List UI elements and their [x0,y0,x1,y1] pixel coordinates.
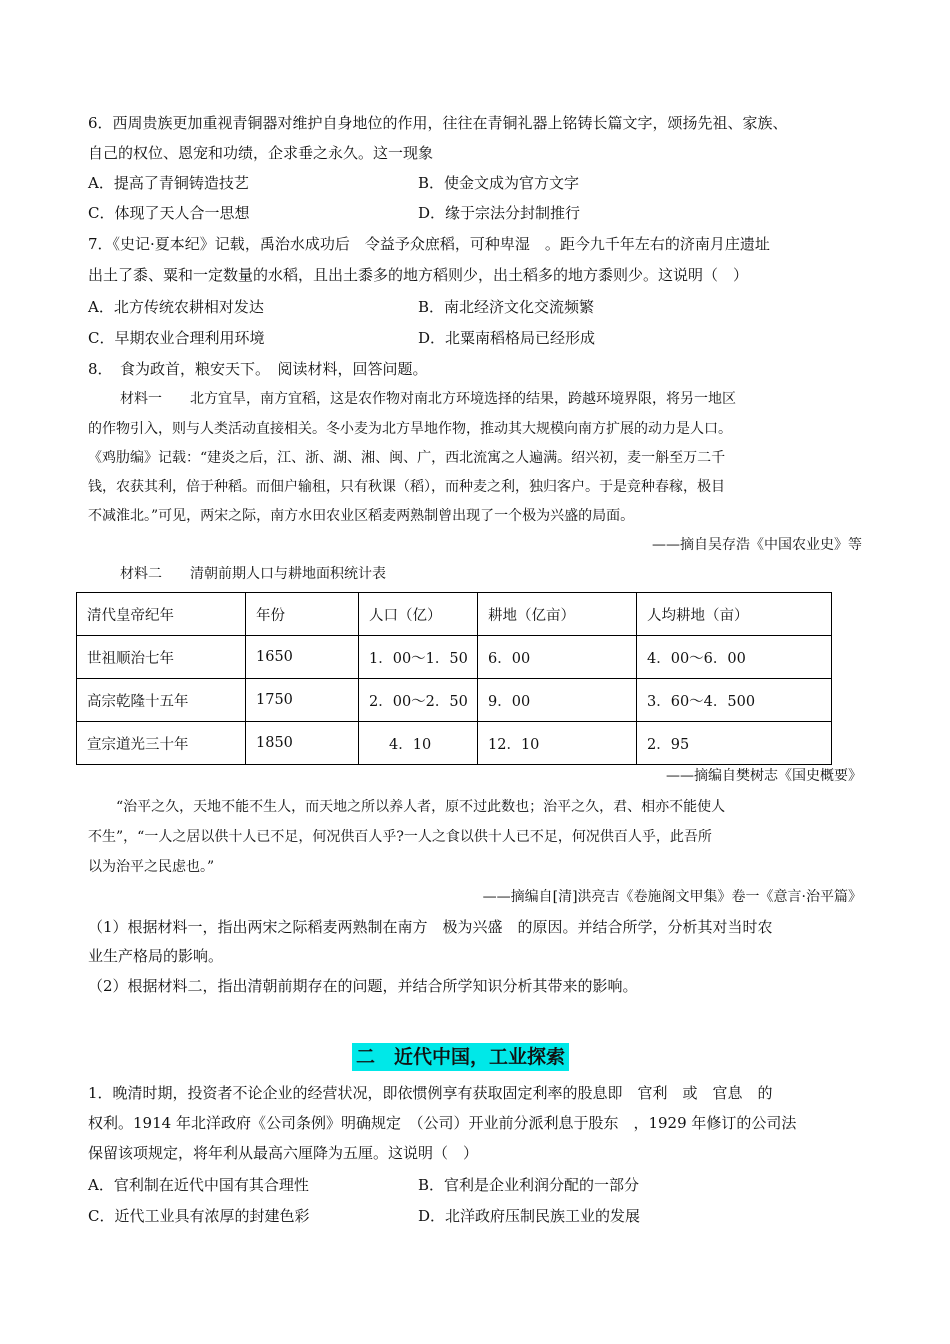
population-farmland-table [76,592,832,765]
q6-stem-line2: 自己的权位、恩宠和功绩，企求垂之永久。这一现象 [88,144,434,162]
table-cell: 1650 [246,636,359,679]
q7-option-a[interactable]: A．北方传统农耕相对发达 [88,298,264,316]
section-title: 二 近代中国，工业探索 [352,1043,569,1071]
q6-option-d[interactable]: D．缘于宗法分封制推行 [418,204,581,222]
s2q1-option-d[interactable]: D．北洋政府压制民族工业的发展 [418,1207,641,1225]
table-row [77,679,832,722]
material1-line: 的作物引入，则与人类活动直接相关。冬小麦为北方旱地作物，推动其大规模向南方扩展的动力是人口。 [88,421,732,437]
q7-stem-line2: 出土了黍、粟和一定数量的水稻，且出土黍多的地方稻则少，出土稻多的地方黍则少。这说明（ ） [88,266,749,284]
table-header-cell: 人口（亿） [359,593,478,636]
q7-option-b[interactable]: B．南北经济文化交流频繁 [418,298,595,316]
table-header-cell: 耕地（亿亩） [478,593,637,636]
quote-source: ——摘编自[清]洪亮吉《卷施阁文甲集》卷一《意言·治平篇》 [482,889,862,905]
table-header-cell: 年份 [246,593,359,636]
table-cell: 2．00～2．50 [359,679,478,722]
material1-line: 不减淮北。”可见，两宋之际，南方水田农业区稻麦两熟制曾出现了一个极为兴盛的局面。 [88,508,635,524]
table-row [77,636,832,679]
table-cell: 12．10 [478,722,637,765]
q6-option-a[interactable]: A．提高了青铜铸造技艺 [88,174,249,192]
table-row [77,722,832,765]
q6-stem-line1: 6．西周贵族更加重视青铜器对维护自身地位的作用，往往在青铜礼器上铭铸长篇文字，颂扬先祖、家族、 [88,114,788,132]
material1-line: 材料一 北方宜旱，南方宜稻，这是农作物对南北方环境选择的结果，跨越环境界限，将另一地区 [120,391,736,407]
s2q1-stem-line1: 1．晚清时期，投资者不论企业的经营状况，即依惯例享有获取固定利率的股息即 官利 或 官息 的 [88,1084,773,1102]
material2-title: 材料二 清朝前期人口与耕地面积统计表 [120,566,386,582]
table-header-cell: 人均耕地（亩） [637,593,832,636]
q8-subquestion-1-line2: 业生产格局的影响。 [88,947,224,965]
table-cell: 9．00 [478,679,637,722]
quote-line: “治平之久，天地不能不生人，而天地之所以养人者，原不过此数也；治平之久，君、相亦不能使人 [116,799,726,815]
table-cell: 4．00～6．00 [637,636,832,679]
table-cell: 世祖顺治七年 [77,636,246,679]
material1-source: ——摘自吴存浩《中国农业史》等 [652,537,862,553]
table-cell: 1．00～1．50 [359,636,478,679]
table-source: ——摘编自樊树志《国史概要》 [666,768,862,784]
material1-line: 钱，农获其利，倍于种稻。而佃户输租，只有秋课（稻），而种麦之利，独归客户。于是竞种春稼，极目 [88,479,725,495]
q6-option-c[interactable]: C．体现了天人合一思想 [88,204,250,222]
s2q1-stem-line2: 权利。1914 年北洋政府《公司条例》明确规定 （公司）开业前分派利息于股东 ，1929 年修订的公司法 [88,1114,797,1132]
s2q1-stem-line3: 保留该项规定，将年利从最高六厘降为五厘。这说明（ ） [88,1144,479,1162]
table-header-cell: 清代皇帝纪年 [77,593,246,636]
s2q1-option-c[interactable]: C．近代工业具有浓厚的封建色彩 [88,1207,310,1225]
table-cell: 1850 [246,722,359,765]
material1-line: 《鸡肋编》记载：“建炎之后，江、浙、湖、湘、闽、广，西北流寓之人遍满。绍兴初，麦一斛至万二千 [88,450,726,466]
q8-subquestion-2: （2）根据材料二，指出清朝前期存在的问题，并结合所学知识分析其带来的影响。 [88,977,638,995]
table-cell: 高宗乾隆十五年 [77,679,246,722]
table-cell: 6．00 [478,636,637,679]
table-cell: 1750 [246,679,359,722]
q7-stem-line1: 7．《史记·夏本纪》记载，禹治水成功后 令益予众庶稻，可种卑湿 。距今九千年左右的济南月庄遗址 [88,235,770,253]
table-cell: 2．95 [637,722,832,765]
q7-option-c[interactable]: C．早期农业合理利用环境 [88,329,265,347]
table-cell: 宣宗道光三十年 [77,722,246,765]
table-header-row [77,593,832,636]
quote-line: 以为治平之民虑也。” [88,859,215,875]
s2q1-option-b[interactable]: B．官利是企业利润分配的一部分 [418,1176,640,1194]
s2q1-option-a[interactable]: A．官利制在近代中国有其合理性 [88,1176,309,1194]
table-cell: 4．10 [359,722,478,765]
q8-subquestion-1-line1: （1）根据材料一，指出两宋之际稻麦两熟制在南方 极为兴盛 的原因。并结合所学，分析其对当时农 [88,918,773,936]
q8-stem: 8． 食为政首，粮安天下。 阅读材料，回答问题。 [88,360,428,378]
q6-option-b[interactable]: B．使金文成为官方文字 [418,174,580,192]
table-cell: 3．60～4．500 [637,679,832,722]
quote-line: 不生”，“一人之居以供十人已不足，何况供百人乎?一人之食以供十人已不足，何况供百人乎，此吾所 [88,829,712,845]
q7-option-d[interactable]: D．北粟南稻格局已经形成 [418,329,596,347]
